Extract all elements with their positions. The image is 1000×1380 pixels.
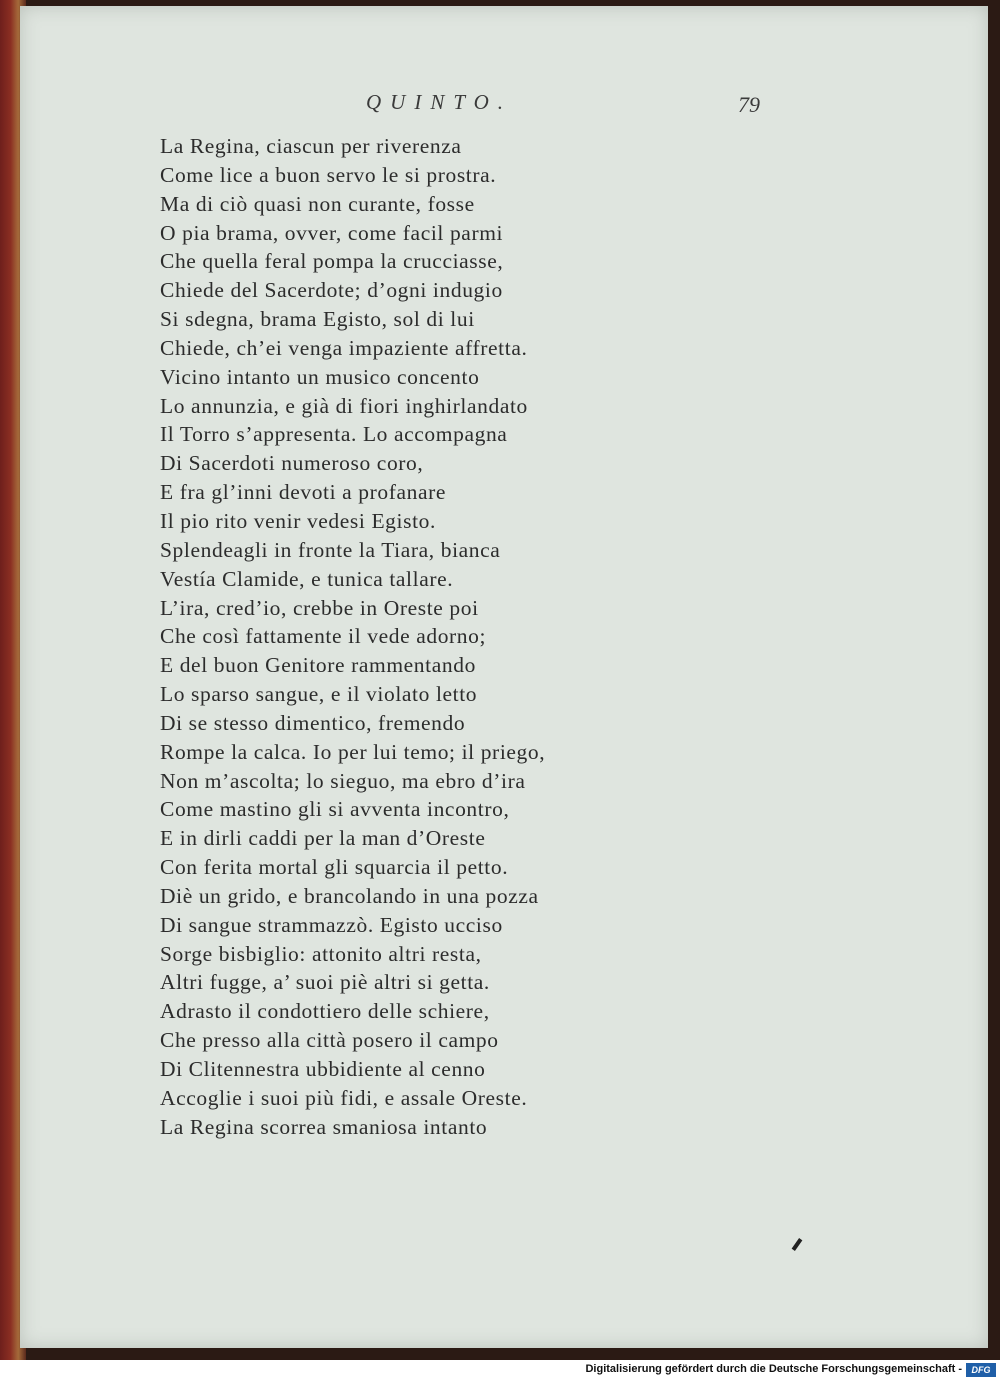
verse-line: Sorge bisbiglio: attonito altri resta, (160, 941, 482, 966)
verse-line: Con ferita mortal gli squarcia il petto. (160, 855, 509, 880)
verse-line: E fra gl’inni devoti a profanare (160, 480, 447, 505)
verse-line: Come mastino gli si avventa incontro, (160, 797, 510, 822)
page-number: 79 (738, 92, 760, 117)
verse-line: Vestía Clamide, e tunica tallare. (160, 566, 454, 591)
verse-line: Adrasto il condottiero delle schiere, (160, 999, 490, 1024)
verse-line: Che quella feral pompa la crucciasse, (160, 249, 504, 274)
verse-line: Altri fugge, a’ suoi piè altri si getta. (160, 970, 490, 995)
verse-line: Splendeagli in fronte la Tiara, bianca (160, 537, 501, 562)
verse-line: Si sdegna, brama Egisto, sol di lui (160, 307, 475, 332)
verse-line: Chiede del Sacerdote; d’ogni indugio (160, 278, 503, 303)
verse-line: Che presso alla città posero il campo (160, 1028, 499, 1053)
verse-line: La Regina, ciascun per riverenza (160, 134, 462, 158)
verse-block (160, 132, 720, 1142)
verse-line: Lo sparso sangue, e il violato letto (160, 682, 478, 707)
verse-line: Rompe la calca. Io per lui temo; il priego, (160, 739, 546, 764)
verse-line: Il pio rito venir vedesi Egisto. (160, 508, 436, 533)
verse-line: L’ira, cred’io, crebbe in Oreste poi (160, 595, 479, 620)
verse-line: Vicino intanto un musico concento (160, 364, 480, 389)
verse-line: Chiede, ch’ei venga impaziente affretta. (160, 335, 528, 360)
funding-credit: Digitalisierung gefördert durch die Deutsche Forschungsgemeinschaft - (585, 1363, 962, 1375)
verse-line: Ma di ciò quasi non curante, fosse (160, 191, 475, 216)
verse-line: O pia brama, ovver, come facil parmi (160, 220, 504, 245)
digitization-footer (0, 1360, 1000, 1380)
verse-line: Non m’ascolta; lo sieguo, ma ebro d’ira (160, 768, 526, 793)
verse-line: Il Torro s’appresenta. Lo accompagna (160, 422, 508, 447)
book-page (20, 6, 988, 1348)
verse-line: Di se stesso dimentico, fremendo (160, 710, 466, 735)
verse-line: Che così fattamente il vede adorno; (160, 624, 487, 649)
verse-line: Diè un grido, e brancolando in una pozza (160, 883, 539, 908)
verse-line: La Regina scorrea smaniosa intanto (160, 1114, 488, 1139)
running-title: QUINTO. (366, 90, 513, 114)
ink-mark (792, 1238, 803, 1251)
verse-line: E del buon Genitore rammentando (160, 653, 476, 678)
verse-line: Lo annunzia, e già di fiori inghirlandato (160, 393, 528, 418)
verse-line: Di Clitennestra ubbidiente al cenno (160, 1057, 486, 1081)
verse-line: Di sangue strammazzò. Egisto ucciso (160, 912, 503, 937)
verse-line: Come lice a buon servo le si prostra. (160, 162, 497, 187)
verse-line: Di Sacerdoti numeroso coro, (160, 451, 424, 476)
verse-line: E in dirli caddi per la man d’Oreste (160, 826, 486, 851)
dfg-logo-icon: DFG (966, 1363, 996, 1377)
verse-line: Accoglie i suoi più fidi, e assale Oreste. (160, 1085, 528, 1110)
